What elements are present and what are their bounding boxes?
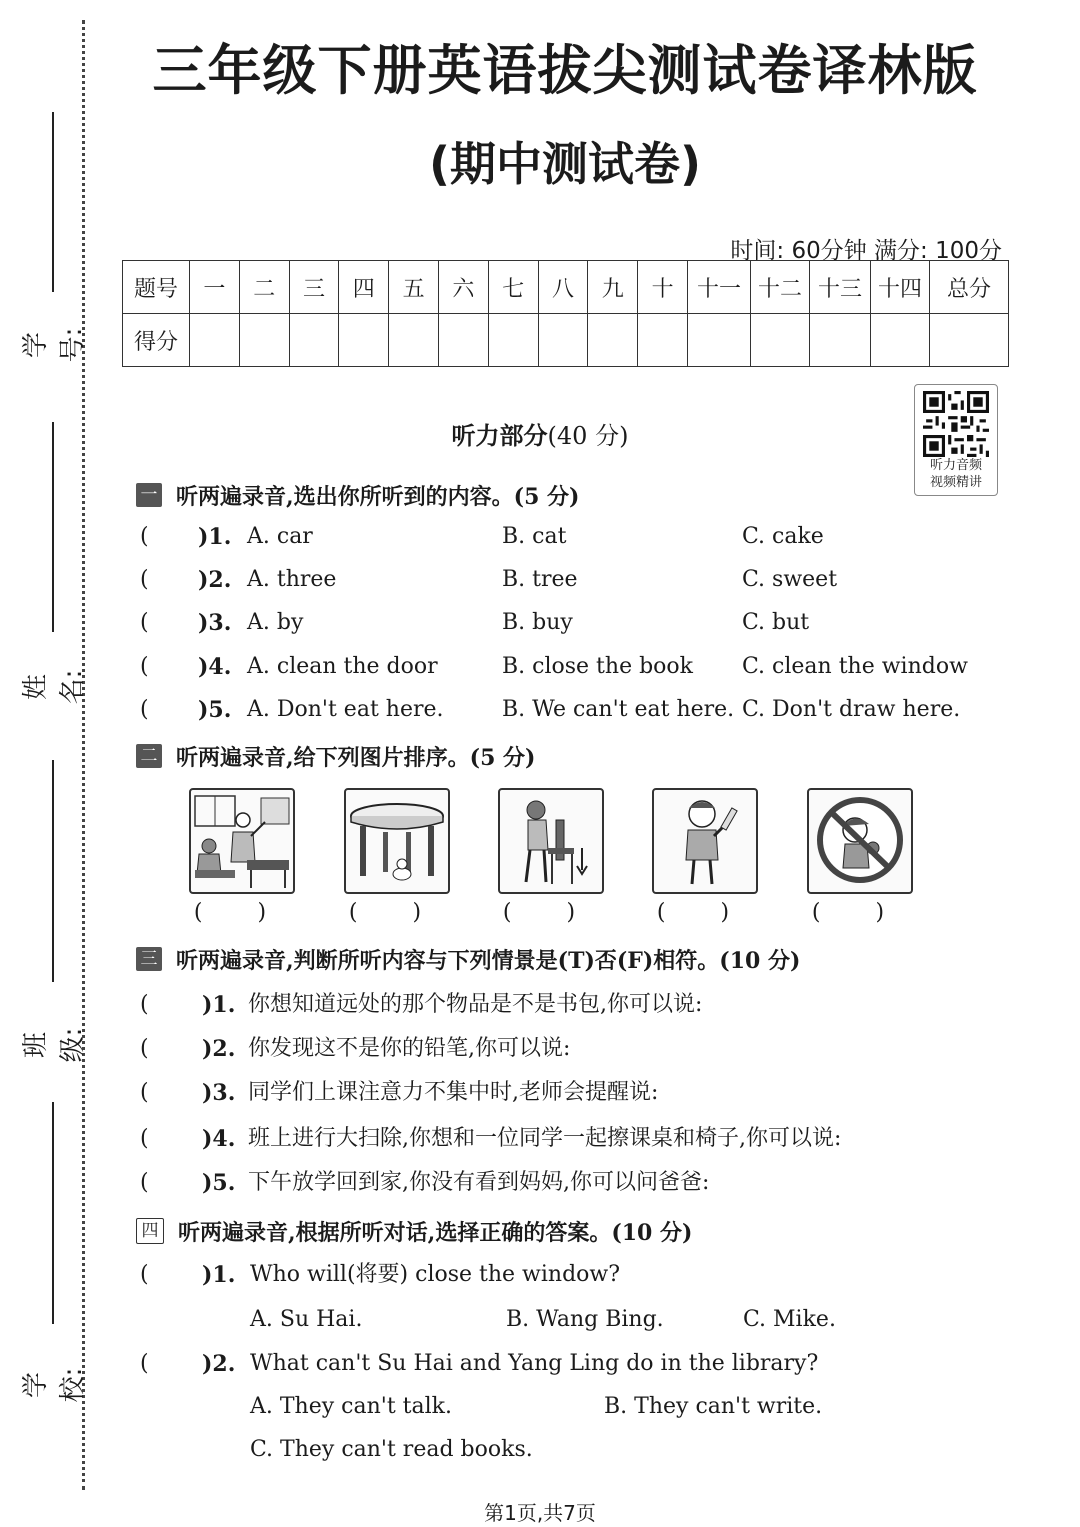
option-c[interactable]: C. but — [742, 610, 810, 635]
name-label: 姓名: — [21, 669, 88, 705]
picture-sit-down — [498, 788, 604, 894]
option-a[interactable]: A. car — [247, 524, 313, 549]
score-cell[interactable] — [871, 314, 930, 367]
picture-classroom-teacher — [189, 788, 295, 894]
picture-2-answer[interactable]: ( ) — [348, 900, 446, 925]
column-3: 三 — [289, 261, 339, 314]
section3-number: 三 — [136, 947, 162, 971]
option-a[interactable]: A. They can't talk. — [250, 1394, 452, 1419]
answer-blank[interactable]: ( — [140, 654, 149, 679]
question-text: 你发现这不是你的铅笔,你可以说: — [248, 1036, 571, 1061]
picture-table-cat — [344, 788, 450, 894]
picture-4-answer[interactable]: ( ) — [656, 900, 754, 925]
score-cell[interactable] — [810, 314, 871, 367]
question-number: )4. — [202, 1126, 236, 1152]
score-cell[interactable] — [638, 314, 688, 367]
score-cell[interactable] — [438, 314, 488, 367]
answer-blank[interactable]: ( — [140, 1126, 149, 1151]
column-2: 二 — [239, 261, 289, 314]
option-c[interactable]: C. Don't draw here. — [742, 697, 961, 722]
option-c[interactable]: C. Mike. — [743, 1307, 836, 1332]
column-total: 总分 — [930, 261, 1009, 314]
listening-part-points: (40 分) — [547, 422, 629, 450]
score-cell[interactable] — [488, 314, 538, 367]
question-text: 班上进行大扫除,你想和一位同学一起擦课桌和椅子,你可以说: — [248, 1126, 842, 1151]
school-line — [52, 1102, 54, 1324]
binding-dashed-line — [82, 20, 85, 1490]
section1-heading — [136, 480, 579, 510]
option-a[interactable]: A. by — [247, 610, 304, 635]
column-10: 十 — [638, 261, 688, 314]
time-info: 时间: 60分钟 满分: 100分 — [730, 238, 1002, 264]
qr-caption-line2: 视频精讲 — [929, 475, 982, 490]
column-4: 四 — [339, 261, 389, 314]
question-number: )2. — [198, 567, 232, 593]
option-b[interactable]: B. They can't write. — [604, 1394, 823, 1419]
question-text: What can't Su Hai and Yang Ling do in the library? — [250, 1351, 819, 1376]
option-b[interactable]: B. Wang Bing. — [506, 1307, 664, 1332]
boy-icon — [654, 790, 756, 892]
section2-number: 二 — [136, 744, 162, 768]
option-c[interactable]: C. cake — [742, 524, 824, 549]
question-number: )5. — [202, 1170, 236, 1196]
question-number: )2. — [202, 1351, 236, 1377]
score-cell[interactable] — [339, 314, 389, 367]
answer-blank[interactable]: ( — [140, 567, 149, 592]
section1-number: 一 — [136, 483, 162, 507]
page-title: 三年级下册英语拔尖测试卷译林版 — [152, 39, 978, 102]
answer-blank[interactable]: ( — [140, 1262, 149, 1287]
score-cell[interactable] — [289, 314, 339, 367]
score-table — [122, 260, 1009, 367]
question-number: )3. — [202, 1080, 236, 1106]
column-14: 十四 — [871, 261, 930, 314]
listening-part-title — [0, 416, 1080, 451]
option-c[interactable]: C. clean the window — [742, 654, 968, 679]
listening-part-label: 听力部分 — [451, 421, 548, 450]
school-label: 学校: — [21, 1367, 88, 1403]
picture-1-answer[interactable]: ( ) — [193, 900, 291, 925]
table-icon — [346, 790, 448, 892]
answer-blank[interactable]: ( — [140, 992, 149, 1017]
answer-blank[interactable]: ( — [140, 697, 149, 722]
score-cell[interactable] — [751, 314, 810, 367]
option-a[interactable]: A. clean the door — [247, 654, 438, 679]
section3-heading — [136, 944, 800, 974]
section3-instruction: 听两遍录音,判断所听内容与下列情景是(T)否(F)相符。(10 分) — [176, 947, 801, 974]
question-number: )4. — [198, 654, 232, 680]
answer-blank[interactable]: ( — [140, 610, 149, 635]
option-c[interactable]: C. They can't read books. — [250, 1437, 533, 1462]
section2-heading — [136, 741, 535, 771]
answer-blank[interactable]: ( — [140, 1080, 149, 1105]
question-number: )3. — [198, 610, 232, 636]
option-a[interactable]: A. three — [247, 567, 337, 592]
answer-blank[interactable]: ( — [140, 1351, 149, 1376]
answer-blank[interactable]: ( — [140, 1036, 149, 1061]
table-score-label: 得分 — [123, 314, 190, 367]
page-footer: 第1页,共7页 — [484, 1501, 596, 1525]
option-a[interactable]: A. Su Hai. — [250, 1307, 363, 1332]
score-cell[interactable] — [239, 314, 289, 367]
section4-number: 四 — [136, 1218, 164, 1244]
question-number: )1. — [202, 992, 236, 1018]
question-number: )1. — [198, 524, 232, 550]
score-cell[interactable] — [688, 314, 751, 367]
name-line — [52, 422, 54, 632]
picture-no-eating-sign — [807, 788, 913, 894]
picture-3-answer[interactable]: ( ) — [502, 900, 600, 925]
picture-boy-ruler — [652, 788, 758, 894]
score-cell[interactable] — [538, 314, 588, 367]
class-label: 班级: — [21, 1027, 88, 1063]
qr-caption — [915, 457, 997, 491]
column-7: 七 — [488, 261, 538, 314]
question-text: 同学们上课注意力不集中时,老师会提醒说: — [248, 1080, 659, 1105]
table-header-label: 题号 — [123, 261, 190, 314]
section4-heading — [136, 1216, 692, 1246]
option-b[interactable]: B. buy — [502, 610, 573, 635]
section1-instruction: 听两遍录音,选出你所听到的内容。(5 分) — [176, 483, 580, 510]
answer-blank[interactable]: ( — [140, 524, 149, 549]
page-subtitle: (期中测试卷) — [428, 137, 702, 191]
no-eating-icon — [809, 790, 911, 892]
column-8: 八 — [538, 261, 588, 314]
student-no-label: 学号: — [21, 327, 88, 363]
question-text: 你想知道远处的那个物品是不是书包,你可以说: — [248, 992, 703, 1017]
section2-instruction: 听两遍录音,给下列图片排序。(5 分) — [176, 744, 536, 771]
column-5: 五 — [389, 261, 439, 314]
option-b[interactable]: B. cat — [502, 524, 567, 549]
classroom-scene-icon — [191, 790, 293, 892]
score-table-header-row — [123, 261, 1009, 314]
option-b[interactable]: B. We can't eat here. — [502, 697, 735, 722]
qr-caption-line1: 听力音频 — [929, 458, 982, 473]
answer-blank[interactable]: ( — [140, 1170, 149, 1195]
option-a[interactable]: A. Don't eat here. — [247, 697, 444, 722]
column-13: 十三 — [810, 261, 871, 314]
score-cell-total[interactable] — [930, 314, 1009, 367]
question-text: Who will(将要) close the window? — [250, 1262, 621, 1287]
score-cell[interactable] — [588, 314, 638, 367]
class-line — [52, 760, 54, 982]
section4-instruction: 听两遍录音,根据所听对话,选择正确的答案。(10 分) — [178, 1219, 693, 1246]
sit-down-icon — [500, 790, 602, 892]
column-11: 十一 — [688, 261, 751, 314]
column-1: 一 — [190, 261, 240, 314]
score-cell[interactable] — [389, 314, 439, 367]
question-number: )5. — [198, 697, 232, 723]
option-b[interactable]: B. tree — [502, 567, 578, 592]
column-9: 九 — [588, 261, 638, 314]
column-12: 十二 — [751, 261, 810, 314]
question-number: )1. — [202, 1262, 236, 1288]
question-number: )2. — [202, 1036, 236, 1062]
score-table-score-row — [123, 314, 1009, 367]
question-text: 下午放学回到家,你没有看到妈妈,你可以问爸爸: — [248, 1170, 710, 1195]
column-6: 六 — [438, 261, 488, 314]
option-c[interactable]: C. sweet — [742, 567, 838, 592]
student-no-line — [52, 112, 54, 292]
score-cell[interactable] — [190, 314, 240, 367]
option-b[interactable]: B. close the book — [502, 654, 693, 679]
picture-5-answer[interactable]: ( ) — [811, 900, 909, 925]
